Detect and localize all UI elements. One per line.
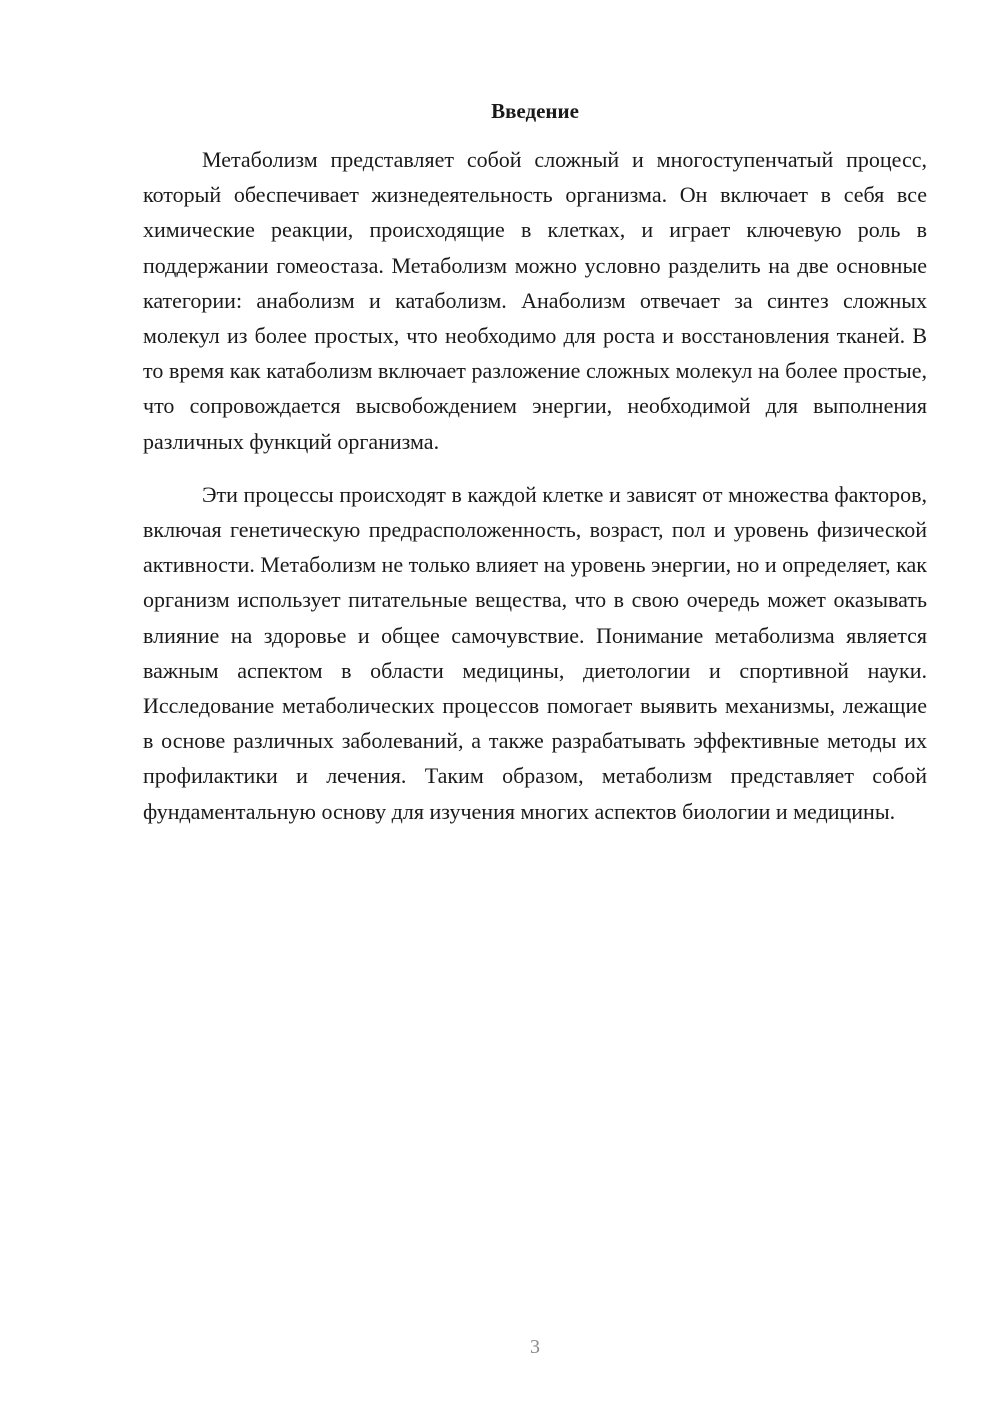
paragraph: Эти процессы происходят в каждой клетке и зависят от множества факторов, включая генетическую предрасположенность, возраст, пол и уровень физической активности. Метаболизм не только влияет на уровень энергии, но и определяет, как организм использует питательные вещества, что в свою очередь может оказывать влияние на здоровье и общее самочувствие. Понимание метаболизма является важным аспектом в области медицины, диетологии и спортивной науки. Исследование метаболических процессов помогает выявить механизмы, лежащие в основе различных заболеваний, а также разрабатывать эффективные методы их профилактики и лечения. Таким образом, метаболизм представляет собой фундаментальную основу для изучения многих аспектов биологии и медицины. [143,481,927,824]
body-text [143,142,927,829]
section-title: Введение [491,99,579,123]
page-number: 3 [530,1336,540,1358]
paragraph: Метаболизм представляет собой сложный и многоступенчатый процесс, который обеспечивает жизнедеятельность организма. Он включает в себя все химические реакции, происходящие в клетках, и играет ключевую роль в поддержании гомеостаза. Метаболизм можно условно разделить на две основные категории: анаболизм и катаболизм. Анаболизм отвечает за синтез сложных молекул из более простых, что необходимо для роста и восстановления тканей. В то время как катаболизм включает разложение сложных молекул на более простые, что сопровождается высвобождением энергии, необходимой для выполнения различных функций организма. [143,147,927,454]
